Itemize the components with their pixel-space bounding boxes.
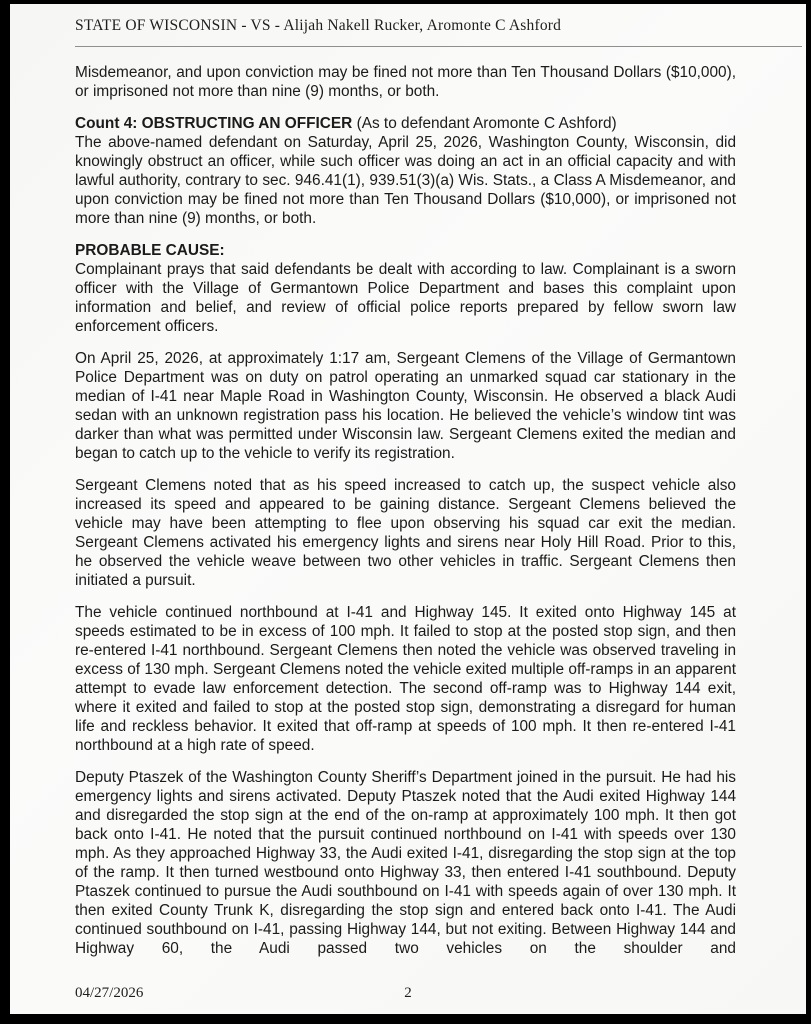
count4-heading: Count 4: OBSTRUCTING AN OFFICER — [75, 115, 353, 132]
document-page — [10, 4, 806, 1014]
probable-cause-paragraph: Sergeant Clemens noted that as his speed increased to catch up, the suspect vehicle also increased its speed and appeared to be gaining distance. Sergeant Clemens believed the vehicle may have been attempting to flee upon observing his squad car exit the median. Sergeant Clemens activated his emergency lights and sirens near Holy Hill Road. Prior to this, he observed the vehicle weave between two other vehicles in traffic. Sergeant Clemens then initiated a pursuit. — [75, 477, 736, 589]
prior-count-tail-paragraph: Misdemeanor, and upon conviction may be fined not more than Ten Thousand Dollars ($10,000), or imprisoned not more than nine (9) months, or both. — [75, 64, 736, 100]
probable-cause-paragraph: Complainant prays that said defendants be dealt with according to law. Complainant is a sworn officer with the Village of Germantown Police Department and bases this complaint upon information and belief, and review of official police reports prepared by fellow sworn law enforcement officers. — [75, 261, 736, 335]
footer-date: 04/27/2026 — [75, 985, 144, 1001]
probable-cause-paragraph: The vehicle continued northbound at I-41 and Highway 145. It exited onto Highway 145 at speeds estimated to be in excess of 100 mph. It failed to stop at the posted stop sign, and then re-entered I-41 northbound. Sergeant Clemens then noted the vehicle was observed traveling in excess of 130 mph. Sergeant Clemens noted the vehicle exited multiple off-ramps in an apparent attempt to evade law enforcement detection. The second off-ramp was to Highway 144 exit, where it exited and failed to stop at the posted stop sign, demonstrating a disregard for human life and reckless behavior. It exited that off-ramp at speeds of 100 mph. It then re-entered I-41 northbound at a high rate of speed. — [75, 604, 736, 754]
probable-cause-heading: PROBABLE CAUSE: — [75, 242, 225, 259]
page-footer — [10, 984, 806, 1002]
case-caption: STATE OF WISCONSIN - VS - Alijah Nakell Rucker, Aromonte C Ashford — [75, 17, 562, 34]
count4-heading-detail: (As to defendant Aromonte C Ashford) — [352, 115, 617, 132]
probable-cause-paragraph: Deputy Ptaszek of the Washington County Sheriff’s Department joined in the pursuit. He had his emergency lights and sirens activated. Deputy Ptaszek noted that the Audi exited Highway 144 and disregarded the stop sign at the end of the on-ramp at approximately 100 mph. It then got back onto I-41. He noted that the pursuit continued northbound on I-41 with speeds over 130 mph. As they approached Highway 33, the Audi exited I-41, disregarding the stop sign at the top of the ramp. It then turned westbound onto Highway 33, then entered I-41 southbound. Deputy Ptaszek continued to pursue the Audi southbound on I-41 with speeds again of over 130 mph. It then exited County Trunk K, disregarding the stop sign and entered back onto I-41. The Audi continued southbound on I-41, passing Highway 144, but not exiting. Between Highway 144 and Highway 60, the Audi passed two vehicles on the shoulder and — [75, 769, 736, 957]
probable-cause-section — [75, 241, 736, 336]
page-header — [75, 4, 802, 47]
header-rule — [75, 46, 802, 47]
count4-section — [75, 114, 736, 228]
count4-text: The above-named defendant on Saturday, April 25, 2026, Washington County, Wisconsin, did knowingly obstruct an officer, while such officer was doing an act in an official capacity and with lawful authority, contrary to sec. 946.41(1), 939.51(3)(a) Wis. Stats., a Class A Misdemeanor, and upon conviction may be fined not more than Ten Thousand Dollars ($10,000), or imprisoned not more than nine (9) months, or both. — [75, 134, 736, 227]
footer-page-number: 2 — [404, 985, 412, 1001]
probable-cause-paragraph: On April 25, 2026, at approximately 1:17 am, Sergeant Clemens of the Village of Germantown Police Department was on duty on patrol operating an unmarked squad car stationary in the median of I-41 near Maple Road in Washington County, Wisconsin. He observed a black Audi sedan with an unknown registration pass his location. He believed the vehicle’s window tint was darker than what was permitted under Wisconsin law. Sergeant Clemens exited the median and began to catch up to the vehicle to verify its registration. — [75, 350, 736, 462]
count4-heading-line — [75, 114, 736, 133]
document-body — [75, 63, 736, 958]
